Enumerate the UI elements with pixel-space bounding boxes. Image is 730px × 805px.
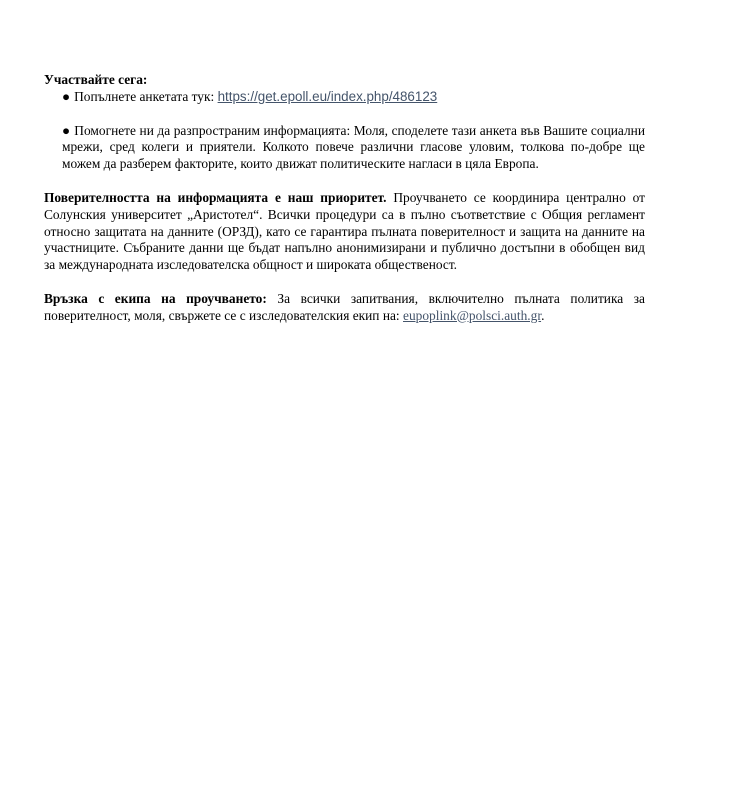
contact-paragraph bbox=[44, 291, 645, 325]
privacy-text: Проучването се координира централно от Солунския университет „Аристотел“. Всички процедури са в пълно съответствие с Общия регламент относно защитата на данните (ОРЗД), като се гарантира пълната поверителност и защита на данните на участниците. Събраните данни ще бъдат напълно анонимизирани и публично достъпни в обобщен вид за международната изследователска общност и широката общественост. bbox=[44, 189, 645, 273]
contact-email-link[interactable]: eupoplink@polsci.auth.gr bbox=[403, 307, 542, 323]
spacer bbox=[44, 173, 645, 190]
contact-heading: Връзка с екипа на проучването: bbox=[44, 290, 267, 306]
contact-trailing: . bbox=[541, 307, 545, 323]
bullet-icon: ● bbox=[62, 122, 71, 138]
document-page bbox=[44, 72, 645, 325]
survey-link[interactable]: https://get.epoll.eu/index.php/486123 bbox=[217, 88, 438, 104]
participate-heading: Участвайте сега: bbox=[44, 72, 148, 87]
spacer bbox=[44, 274, 645, 291]
spacer bbox=[44, 106, 645, 123]
bullet-item-share bbox=[62, 123, 645, 173]
privacy-paragraph bbox=[44, 190, 645, 274]
survey-item-text: Попълнете анкетата тук: bbox=[74, 88, 215, 104]
bullet-icon: ● bbox=[62, 88, 71, 104]
privacy-heading: Поверителността на информацията е наш приоритет. bbox=[44, 189, 387, 205]
share-item-text: Помогнете ни да разпространим информацията: Моля, споделете тази анкета във Вашите социални мрежи, сред колеги и приятели. Колкото повече различни гласове уловим, толкова по-добре ще можем да разберем факторите, които движат политическите нагласи в цяла Европа. bbox=[62, 122, 645, 172]
contact-text: За всички запитвания, включително пълната политика за поверителност, моля, свържете се с изследователския екип на: bbox=[44, 290, 645, 323]
bullet-item-survey bbox=[62, 89, 645, 106]
